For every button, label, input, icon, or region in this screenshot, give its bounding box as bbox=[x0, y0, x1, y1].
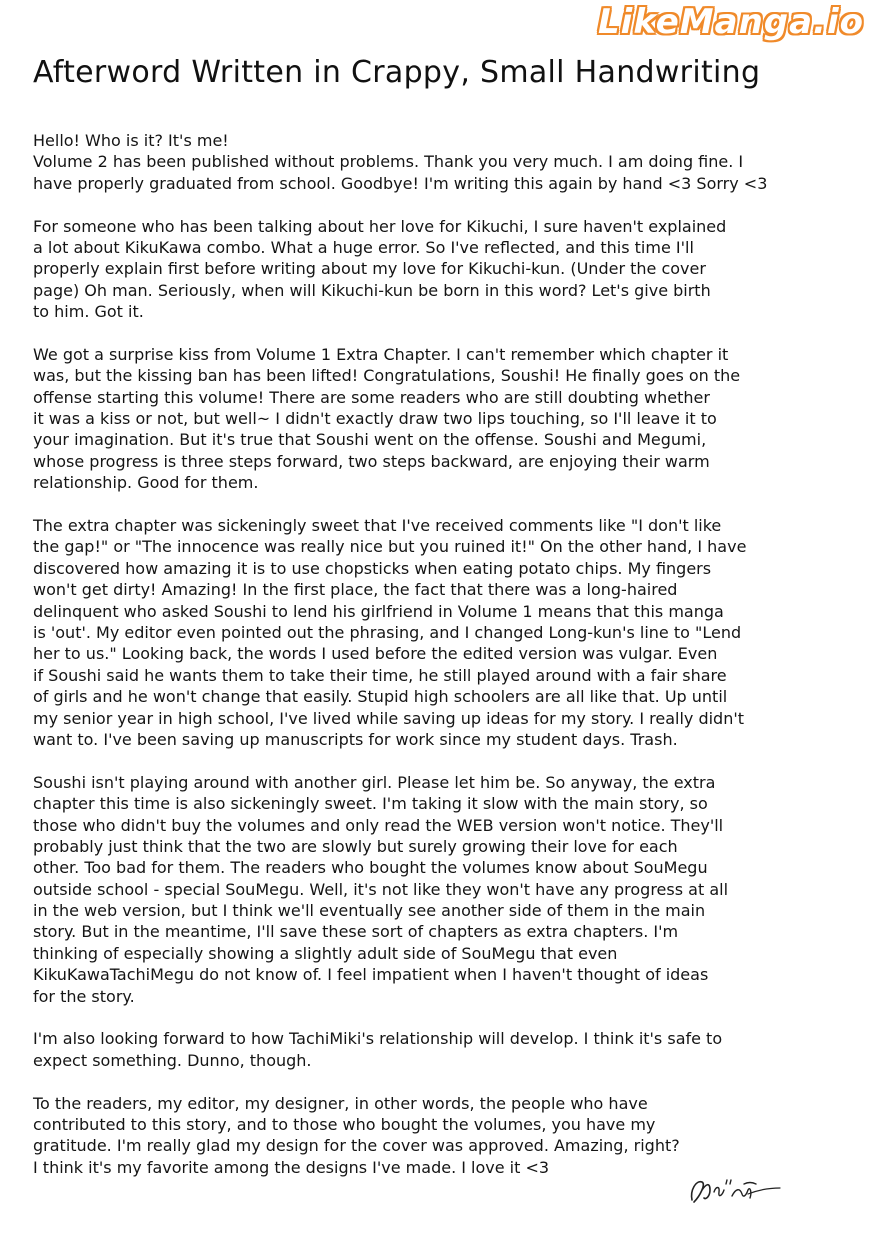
text-line: discovered how amazing it is to use chopsticks when eating potato chips. My fingers bbox=[33, 558, 712, 578]
paragraph-kiss bbox=[33, 344, 843, 494]
text-line: her to us." Looking back, the words I used before the edited version was vulgar. Even bbox=[33, 644, 718, 664]
text-line: To the readers, my editor, my designer, in other words, the people who have bbox=[33, 1093, 648, 1113]
paragraph-greeting bbox=[33, 130, 843, 194]
text-line: Soushi isn't playing around with another girl. Please let him be. So anyway, the extra bbox=[33, 772, 716, 792]
text-line: contributed to this story, and to those who bought the volumes, you have my bbox=[33, 1114, 656, 1134]
paragraph-thanks bbox=[33, 1093, 843, 1179]
text-line: is 'out'. My editor even pointed out the phrasing, and I changed Long-kun's line to "Lend bbox=[33, 622, 742, 642]
text-line: those who didn't buy the volumes and only read the WEB version won't notice. They'll bbox=[33, 815, 724, 835]
page-title: Afterword Written in Crappy, Small Handwriting bbox=[33, 55, 761, 90]
text-line: KikuKawaTachiMegu do not know of. I feel impatient when I haven't thought of ideas bbox=[33, 965, 709, 985]
text-line: your imagination. But it's true that Soushi went on the offense. Soushi and Megumi, bbox=[33, 430, 707, 450]
text-line: delinquent who asked Soushi to lend his girlfriend in Volume 1 means that this manga bbox=[33, 601, 724, 621]
text-line: if Soushi said he wants them to take their time, he still played around with a fair share bbox=[33, 665, 727, 685]
text-line: I'm also looking forward to how TachiMiki's relationship will develop. I think it's safe to bbox=[33, 1029, 723, 1049]
afterword-body bbox=[33, 130, 843, 1200]
text-line: won't get dirty! Amazing! In the first place, the fact that there was a long-haired bbox=[33, 580, 678, 600]
paragraph-tachimiki bbox=[33, 1028, 843, 1071]
text-line: was, but the kissing ban has been lifted! Congratulations, Soushi! He finally goes on the bbox=[33, 366, 741, 386]
text-line: to him. Got it. bbox=[33, 302, 144, 322]
text-line: for the story. bbox=[33, 986, 135, 1006]
text-line: Hello! Who is it? It's me! bbox=[33, 131, 229, 150]
text-line: it was a kiss or not, but well~ I didn't exactly draw two lips touching, so I'll leave it to bbox=[33, 409, 717, 429]
text-line: The extra chapter was sickeningly sweet that I've received comments like "I don't like bbox=[33, 516, 722, 536]
text-line: expect something. Dunno, though. bbox=[33, 1050, 312, 1070]
text-line: thinking of especially showing a slightly adult side of SouMegu that even bbox=[33, 943, 618, 963]
text-line: have properly graduated from school. Goodbye! I'm writing this again by hand <3 Sorry <3 bbox=[33, 173, 768, 193]
text-line: my senior year in high school, I've lived while saving up ideas for my story. I really didn't bbox=[33, 708, 745, 728]
paragraph-soumegu bbox=[33, 772, 843, 1007]
text-line: want to. I've been saving up manuscripts for work since my student days. Trash. bbox=[33, 729, 678, 749]
text-line: For someone who has been talking about her love for Kikuchi, I sure haven't explained bbox=[33, 216, 727, 236]
site-watermark-logo: LikeManga.io bbox=[598, 2, 864, 42]
text-line: We got a surprise kiss from Volume 1 Extra Chapter. I can't remember which chapter it bbox=[33, 344, 729, 364]
text-line: the gap!" or "The innocence was really nice but you ruined it!" On the other hand, I have bbox=[33, 537, 747, 557]
text-line: gratitude. I'm really glad my design for the cover was approved. Amazing, right? bbox=[33, 1136, 680, 1156]
text-line: offense starting this volume! There are some readers who are still doubting whether bbox=[33, 387, 710, 407]
text-line: I think it's my favorite among the designs I've made. I love it <3 bbox=[33, 1157, 550, 1177]
text-line: page) Oh man. Seriously, when will Kikuchi-kun be born in this word? Let's give birth bbox=[33, 280, 711, 300]
paragraph-kikukawa bbox=[33, 216, 843, 323]
text-line: of girls and he won't change that easily. Stupid high schoolers are all like that. Up until bbox=[33, 687, 728, 707]
paragraph-extra-chapter bbox=[33, 515, 843, 750]
text-line: in the web version, but I think we'll eventually see another side of them in the main bbox=[33, 901, 706, 921]
text-line: properly explain first before writing about my love for Kikuchi-kun. (Under the cover bbox=[33, 259, 706, 279]
text-line: chapter this time is also sickeningly sweet. I'm taking it slow with the main story, so bbox=[33, 794, 708, 814]
text-line: outside school - special SouMegu. Well, it's not like they won't have any progress at all bbox=[33, 879, 729, 899]
text-line: other. Too bad for them. The readers who bought the volumes know about SouMegu bbox=[33, 858, 708, 878]
text-line: probably just think that the two are slowly but surely growing their love for each bbox=[33, 836, 678, 856]
text-line: relationship. Good for them. bbox=[33, 473, 259, 493]
author-signature bbox=[686, 1170, 782, 1210]
text-line: Volume 2 has been published without problems. Thank you very much. I am doing fine. I bbox=[33, 152, 744, 172]
text-line: whose progress is three steps forward, two steps backward, are enjoying their warm bbox=[33, 451, 710, 471]
text-line: story. But in the meantime, I'll save these sort of chapters as extra chapters. I'm bbox=[33, 922, 679, 942]
text-line: a lot about KikuKawa combo. What a huge error. So I've reflected, and this time I'll bbox=[33, 237, 694, 257]
